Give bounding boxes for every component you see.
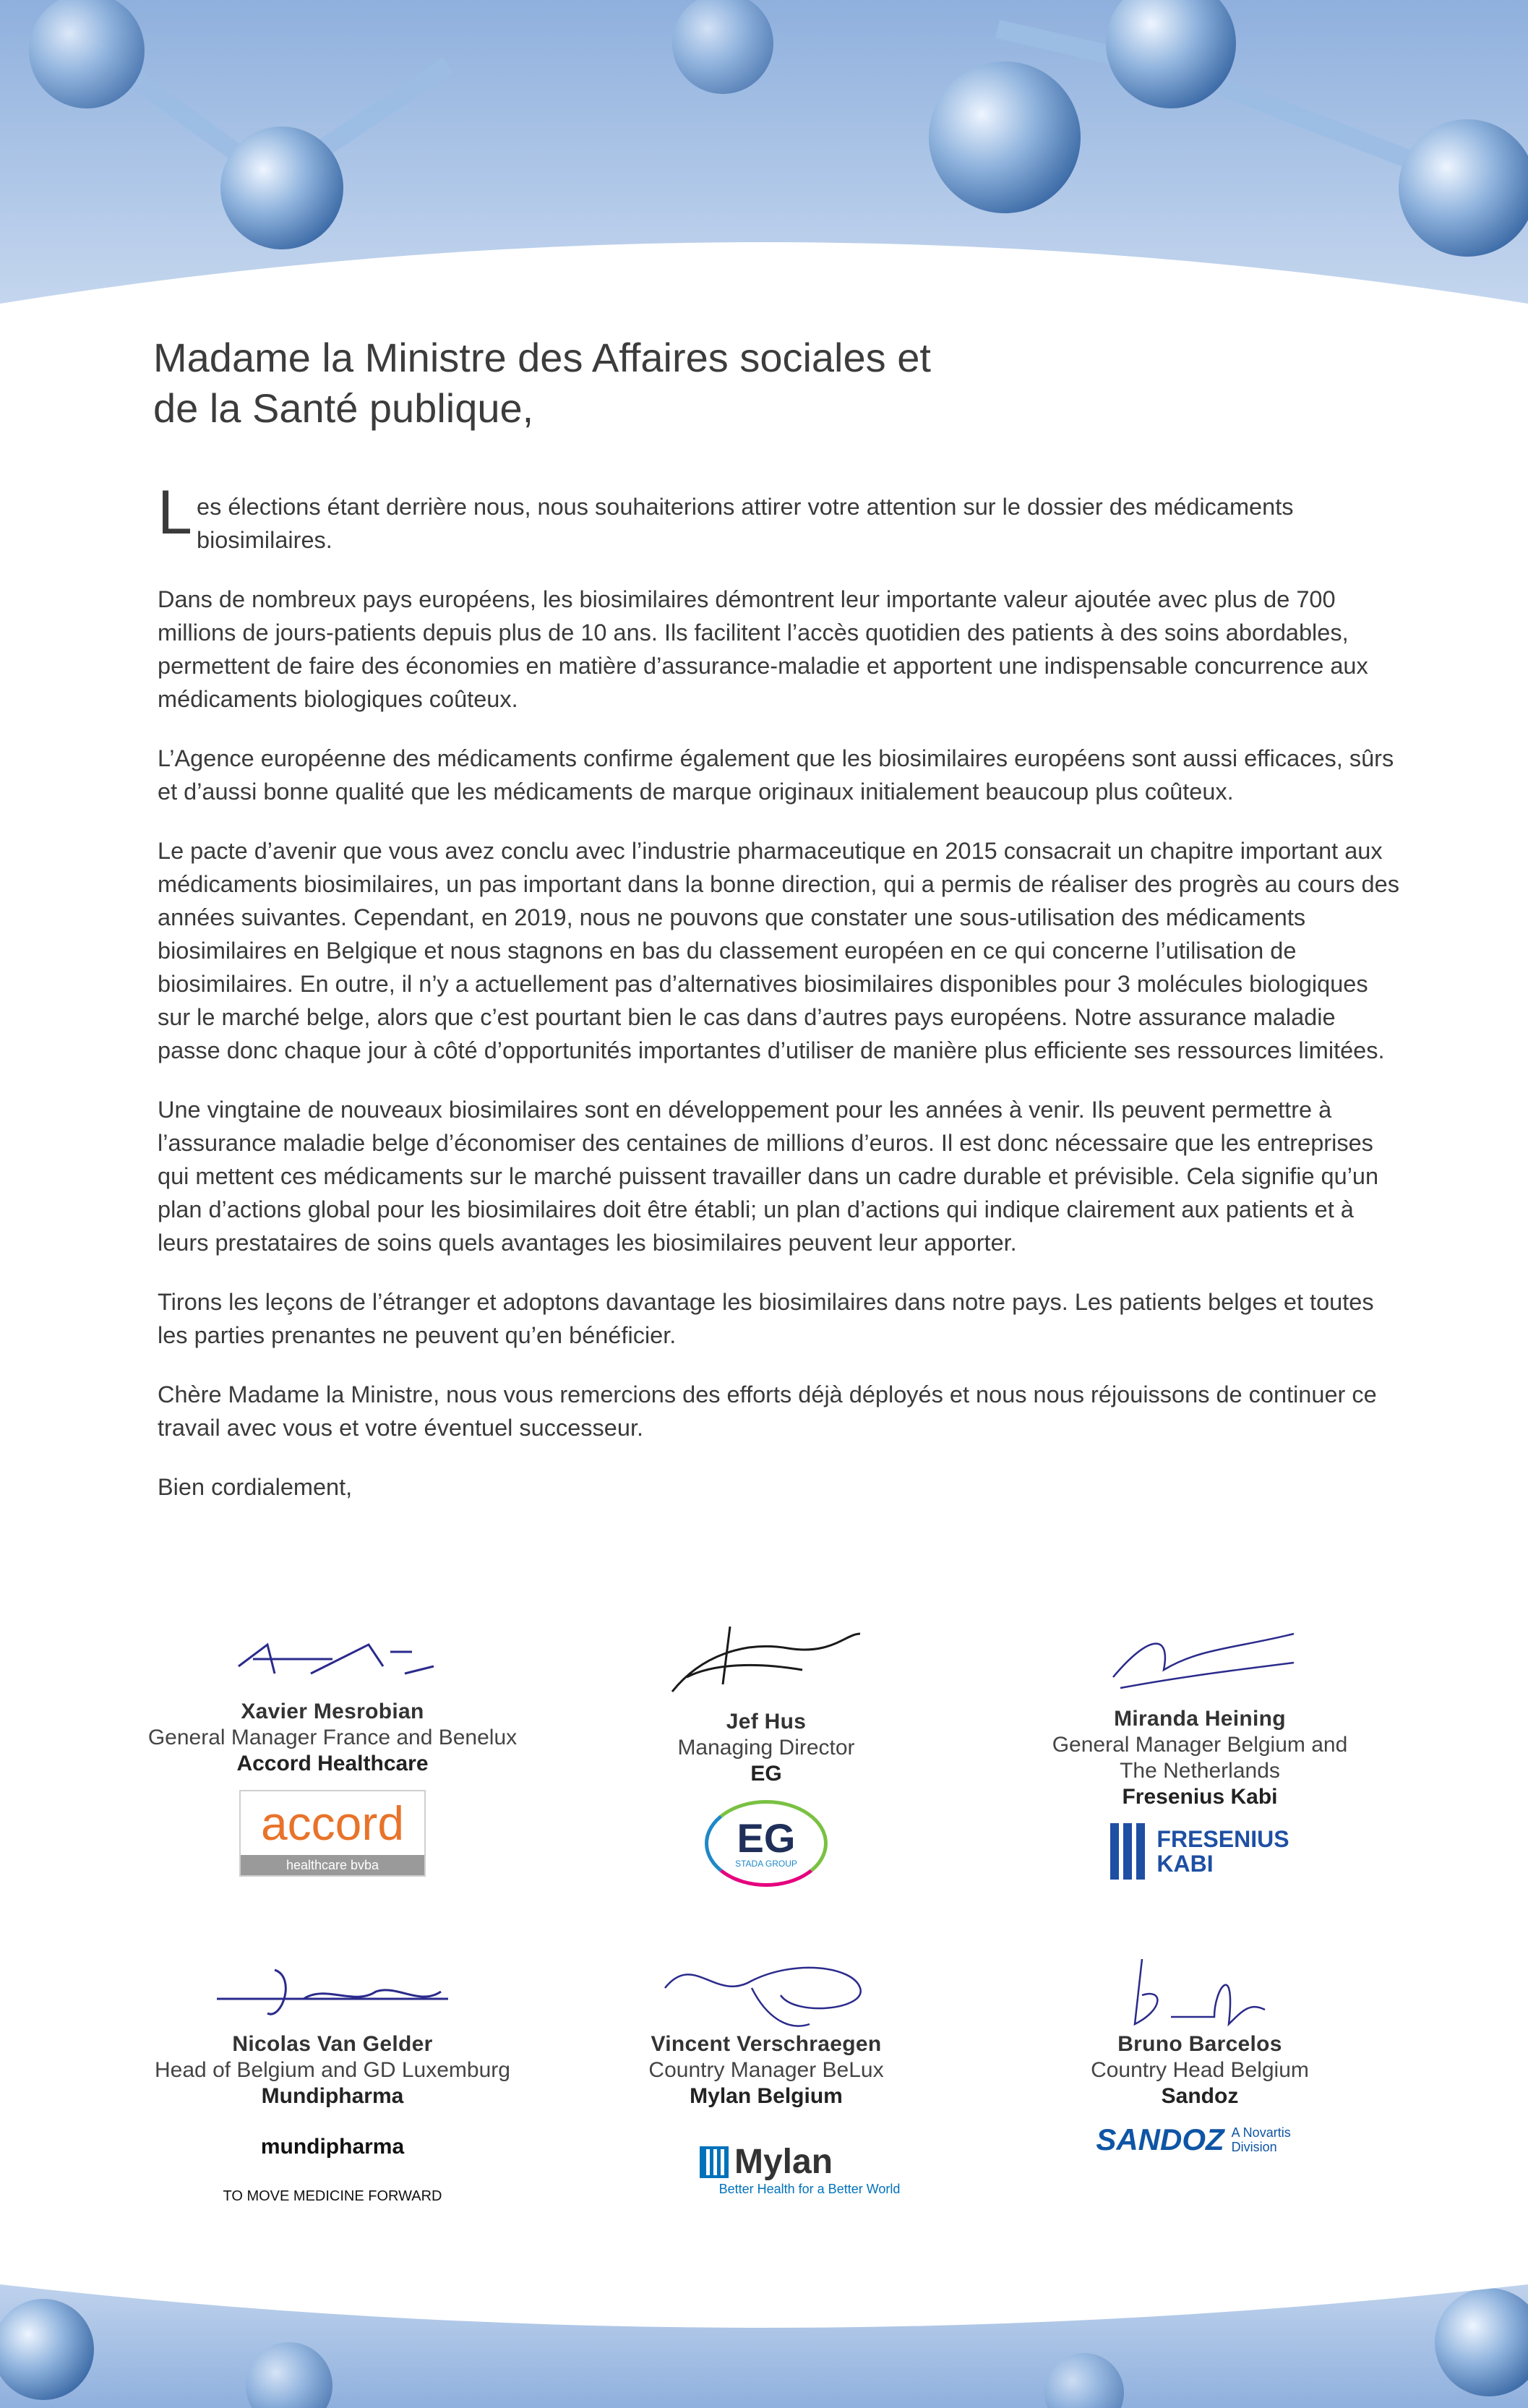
sandoz-logo-sub: A Novartis Division bbox=[1231, 2125, 1291, 2154]
signatory-accord bbox=[130, 1619, 535, 1884]
signatory-mundipharma bbox=[130, 1952, 535, 2216]
accord-logo-sub: healthcare bvba bbox=[241, 1855, 424, 1875]
paragraph-4: Le pacte d’avenir que vous avez conclu avec l’industrie pharmaceutique en 2015 consacrait un chapitre important aux médicaments biosimilaires, un pas important dans la bonne direction, qui a permis de réaliser des progrès au cours des années suivantes. Cependant, en 2019, nous ne pouvons que constater une sous-utilisation des médicaments biosimilaires en Belgique et nous stagnons en bas du classement européen en ce qui concerne l’utilisation de biosimilaires. En outre, il n’y a actuellement pas d’alternatives biosimilaires disponibles pour 3 molécules biologiques sur le marché belge, alors que c’est pourtant bien le cas dans d’autres pays européens. Notre assurance maladie passe donc chaque jour à côté d’opportunités importantes d’utiliser de manière plus efficiente ses ressources limitées. bbox=[158, 838, 1399, 1063]
signatory-company: Accord Healthcare bbox=[236, 1752, 429, 1775]
mundipharma-logo-wordmark: mundipharma bbox=[260, 2134, 405, 2159]
signatory-company: EG bbox=[750, 1762, 782, 1786]
accord-logo-wordmark: accord bbox=[260, 1796, 405, 1850]
footer-banner-molecules bbox=[0, 2263, 1528, 2408]
mylan-logo bbox=[564, 2122, 969, 2216]
signatory-sandoz bbox=[997, 1952, 1402, 2216]
signatory-fresenius bbox=[997, 1619, 1402, 1917]
salutation-line-2: de la Santé publique, bbox=[153, 385, 534, 431]
signature-mark bbox=[997, 1619, 1402, 1699]
signatory-company: Fresenius Kabi bbox=[1122, 1785, 1278, 1809]
signature-mark bbox=[997, 1952, 1402, 2031]
mundipharma-tagline: TO MOVE MEDICINE FORWARD bbox=[223, 2188, 442, 2204]
fresenius-logo-wordmark: FRESENIUS bbox=[1156, 1826, 1289, 1852]
closing: Bien cordialement, bbox=[158, 1474, 353, 1500]
fresenius-kabi-logo bbox=[997, 1823, 1402, 1917]
signatory-role: General Manager France and Benelux bbox=[147, 1726, 518, 1749]
signatory-role: Managing Director bbox=[677, 1736, 855, 1760]
paragraph-7: Chère Madame la Ministre, nous vous remercions des efforts déjà déployés et nous nous réjouissons de continuer ce travail avec vous et votre éventuel successeur. bbox=[158, 1381, 1377, 1441]
eg-logo-sub: STADA GROUP bbox=[735, 1859, 797, 1869]
signature-mark bbox=[130, 1952, 535, 2031]
paragraph-5: Une vingtaine de nouveaux biosimilaires sont en développement pour les années à venir. Ils peuvent permettre à l’assurance maladie belge d’économiser des centaines de millions d’euros. Il est donc nécessaire que les entreprises qui mettent ces médicaments sur le marché puissent travailler dans un cadre durable et prévisible. Cela signifie qu’un plan d’actions global pour les biosimilaires doit être établi; un plan d’actions qui indique clairement aux patients et à leurs prestataires de soins quels avantages les biosimilaires peuvent leur apporter. bbox=[158, 1097, 1379, 1256]
signatory-name: Nicolas Van Gelder bbox=[232, 2032, 433, 2056]
letter-body bbox=[153, 333, 1401, 1530]
dropcap-letter: L bbox=[158, 478, 192, 547]
paragraph-2: Dans de nombreux pays européens, les biosimilaires démontrent leur importante valeur ajoutée avec plus de 700 millions de jours-patients depuis plus de 10 ans. Ils facilitent l’accès quotidien des patients à des soins abordables, permettent de faire des économies en matière d’assurance-maladie et apportent une indispensable concurrence aux médicaments biologiques coûteux. bbox=[158, 586, 1368, 712]
signatory-company: Mylan Belgium bbox=[690, 2084, 843, 2108]
mylan-tagline: Better Health for a Better World bbox=[718, 2182, 901, 2196]
signatory-name: Xavier Mesrobian bbox=[241, 1700, 424, 1723]
signatory-role: Country Head Belgium bbox=[1091, 2058, 1309, 2082]
paragraph-6: Tirons les leçons de l’étranger et adoptons davantage les biosimilaires dans notre pays. Les patients belges et toutes les parties prenantes ne peuvent qu’en bénéficier. bbox=[158, 1289, 1374, 1348]
signature-mark bbox=[564, 1619, 969, 1699]
signatory-name: Jef Hus bbox=[726, 1710, 807, 1734]
salutation-line-1: Madame la Ministre des Affaires sociales et bbox=[153, 335, 931, 380]
paragraph-intro bbox=[158, 478, 1401, 557]
eg-logo-wordmark: EG bbox=[737, 1815, 796, 1861]
signatory-company: Sandoz bbox=[1161, 2084, 1239, 2108]
fresenius-logo-sub: KABI bbox=[1156, 1851, 1214, 1877]
paragraph-intro-text: es élections étant derrière nous, nous souhaiterions attirer votre attention sur le dossier des médicaments biosimilaires. bbox=[197, 494, 1294, 553]
accord-logo bbox=[130, 1790, 535, 1884]
mundipharma-logo bbox=[130, 2122, 535, 2216]
paragraph-3: L’Agence européenne des médicaments confirme également que les biosimilaires européens sont aussi efficaces, sûrs et d’aussi bonne qualité que les médicaments de marque originaux initialement beaucoup plus coûteux. bbox=[158, 745, 1394, 805]
salutation-heading bbox=[153, 333, 1401, 434]
sandoz-logo-wordmark: SANDOZ bbox=[1096, 2122, 1224, 2156]
signatory-name: Miranda Heining bbox=[1114, 1707, 1286, 1731]
signatory-name: Vincent Verschraegen bbox=[651, 2032, 882, 2056]
signatory-company: Mundipharma bbox=[261, 2084, 404, 2108]
signatory-eg bbox=[564, 1619, 969, 1894]
signatory-role: Country Manager BeLux bbox=[648, 2058, 884, 2082]
mylan-logo-wordmark: Mylan bbox=[734, 2143, 833, 2181]
eg-logo bbox=[564, 1800, 969, 1894]
signature-mark bbox=[564, 1952, 969, 2031]
signature-mark bbox=[130, 1619, 535, 1699]
signatures-grid bbox=[130, 1619, 1402, 2270]
header-banner-molecules bbox=[0, 0, 1528, 318]
signatory-name: Bruno Barcelos bbox=[1117, 2032, 1282, 2056]
signatory-role: General Manager Belgium and The Netherlands bbox=[1052, 1733, 1348, 1783]
sandoz-logo bbox=[997, 2122, 1402, 2216]
signatory-mylan bbox=[564, 1952, 969, 2216]
signatory-role: Head of Belgium and GD Luxemburg bbox=[155, 2058, 510, 2082]
